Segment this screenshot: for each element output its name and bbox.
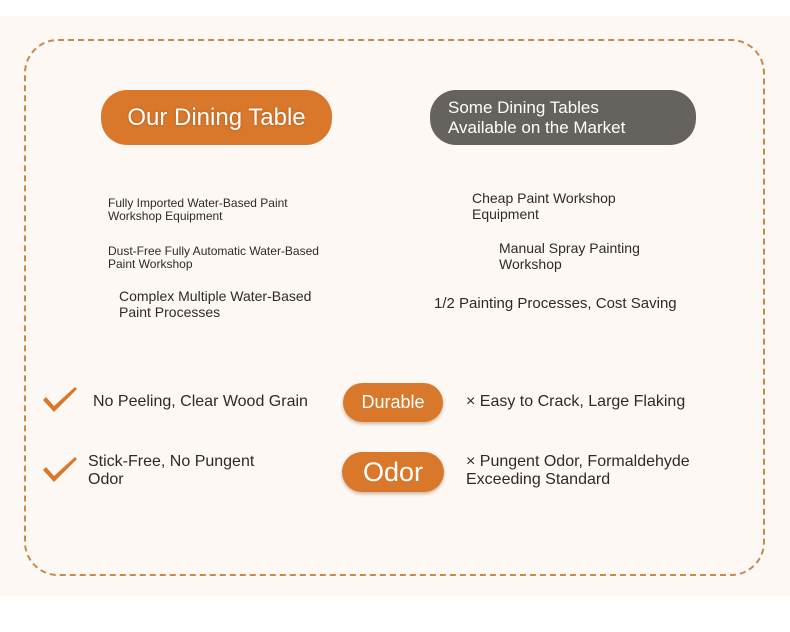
ours-feature-2-line2: Paint Workshop (108, 257, 193, 271)
market-feature-1-line1: Cheap Paint Workshop (472, 190, 616, 206)
market-feature-2 (499, 240, 640, 272)
ours-benefit-1 (93, 393, 308, 411)
ours-benefit-1-line1: No Peeling, Clear Wood Grain (93, 393, 308, 410)
ours-feature-3-line2: Paint Processes (119, 304, 221, 320)
ours-feature-1-line2: Workshop Equipment (108, 209, 223, 223)
ours-feature-2 (108, 245, 319, 271)
market-drawback-1-line1: × Easy to Crack, Large Flaking (466, 393, 686, 410)
market-header-pill (430, 90, 696, 145)
ours-feature-3-line1: Complex Multiple Water-Based (119, 288, 312, 304)
market-feature-2-line1: Manual Spray Painting (499, 240, 640, 256)
ours-feature-2-line1: Dust-Free Fully Automatic Water-Based (108, 244, 319, 258)
ours-benefit-2-line1: Stick-Free, No Pungent (88, 453, 255, 470)
market-header-line1: Some Dining Tables (448, 97, 599, 117)
market-drawback-2-line2: Exceeding Standard (466, 471, 611, 488)
ours-header-label: Our Dining Table (127, 103, 306, 131)
ours-benefit-2-line2: Odor (88, 471, 124, 488)
durable-tag (343, 383, 443, 422)
ours-feature-1-line1: Fully Imported Water-Based Paint (108, 196, 288, 210)
market-drawback-2 (466, 453, 690, 489)
market-drawback-2-line1: × Pungent Odor, Formaldehyde (466, 453, 690, 470)
market-feature-3 (434, 295, 677, 313)
odor-tag-label: Odor (362, 456, 424, 487)
ours-header-pill (101, 90, 332, 145)
check-icon (41, 456, 79, 486)
market-header-line2: Available on the Market (448, 117, 626, 137)
durable-tag-label: Durable (361, 392, 425, 412)
ours-feature-3 (119, 288, 311, 320)
ours-benefit-2 (88, 453, 254, 489)
market-feature-1-line2: Equipment (472, 206, 539, 222)
odor-tag (342, 452, 444, 492)
market-feature-3-line1: 1/2 Painting Processes, Cost Saving (434, 295, 677, 312)
market-drawback-1 (466, 393, 685, 411)
ours-feature-1 (108, 197, 288, 223)
market-feature-2-line2: Workshop (499, 256, 562, 272)
check-icon (41, 386, 79, 416)
market-feature-1 (472, 190, 616, 222)
